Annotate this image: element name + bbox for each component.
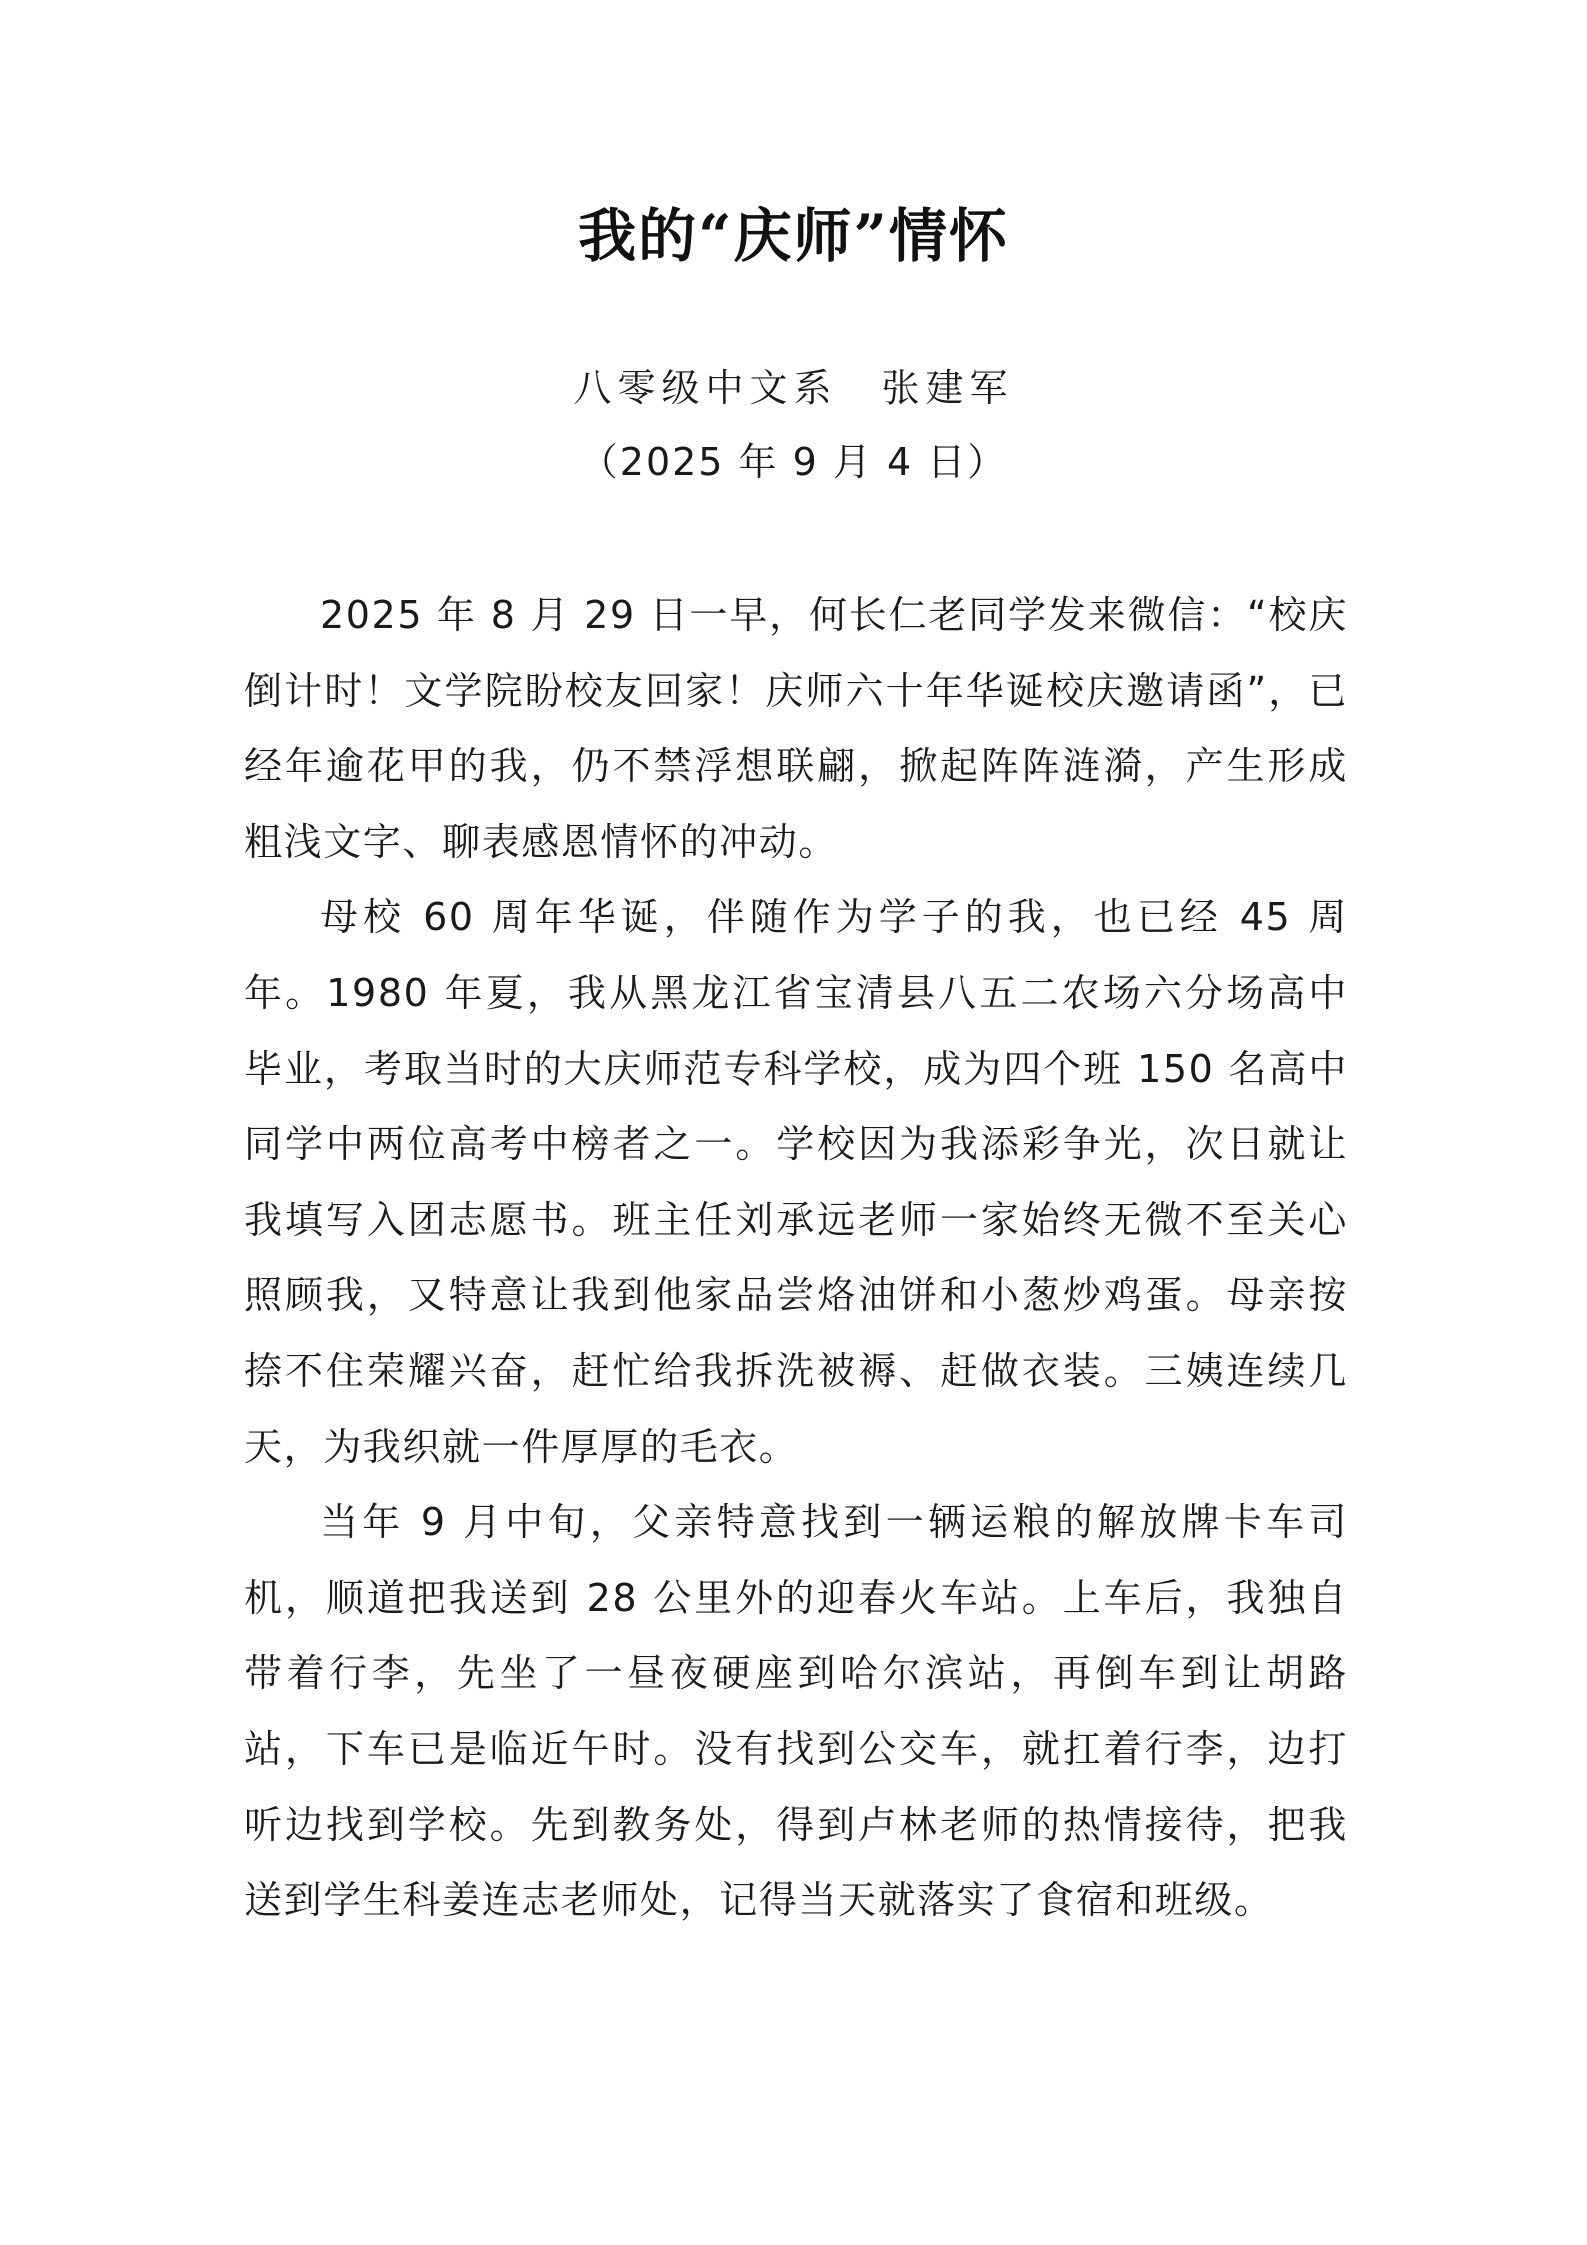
article-date: （2025 年 9 月 4 日） [579, 440, 1008, 484]
author-line [0, 358, 1587, 418]
paragraph: 当年 9 月中旬，父亲特意找到一辆运粮的解放牌卡车司机，顺道把我送到 28 公里外的迎春火车站。上车后，我独自带着行李，先坐了一昼夜硬座到哈尔滨站，再倒车到让胡路站，下车已是临近午时。没有找到公交车，就扛着行李，边打听边找到学校。先到教务处，得到卢林老师的热情接待，把我送到学生科姜连志老师处，记得当天就落实了食宿和班级。 [244, 1500, 1348, 1923]
article-body [244, 578, 1348, 1939]
paragraph: 母校 60 周年华诞，伴随作为学子的我，也已经 45 周年。1980 年夏，我从黑龙江省宝清县八五二农场六分场高中毕业，考取当时的大庆师范专科学校，成为四个班 150 名高中同学中两位高考中榜者之一。学校因为我添彩争光，次日就让我填写入团志愿书。班主任刘承远老师一家始终无微不至关心照顾我，又特意让我到他家品尝烙油饼和小葱炒鸡蛋。母亲按捺不住荣耀兴奋，赶忙给我拆洗被褥、赶做衣装。三姨连续几天，为我织就一件厚厚的毛衣。 [244, 895, 1348, 1469]
author-name: 张建军 [881, 366, 1014, 410]
article-title: 我的“庆师”情怀 [578, 202, 1009, 270]
paragraph: 2025 年 8 月 29 日一早，何长仁老同学发来微信：“校庆倒计时！文学院盼校友回家！庆师六十年华诞校庆邀请函”，已经年逾花甲的我，仍不禁浮想联翩，掀起阵阵涟漪，产生形成粗浅文字、聊表感恩情怀的冲动。 [244, 593, 1348, 864]
author-department: 八零级中文系 [573, 366, 838, 410]
